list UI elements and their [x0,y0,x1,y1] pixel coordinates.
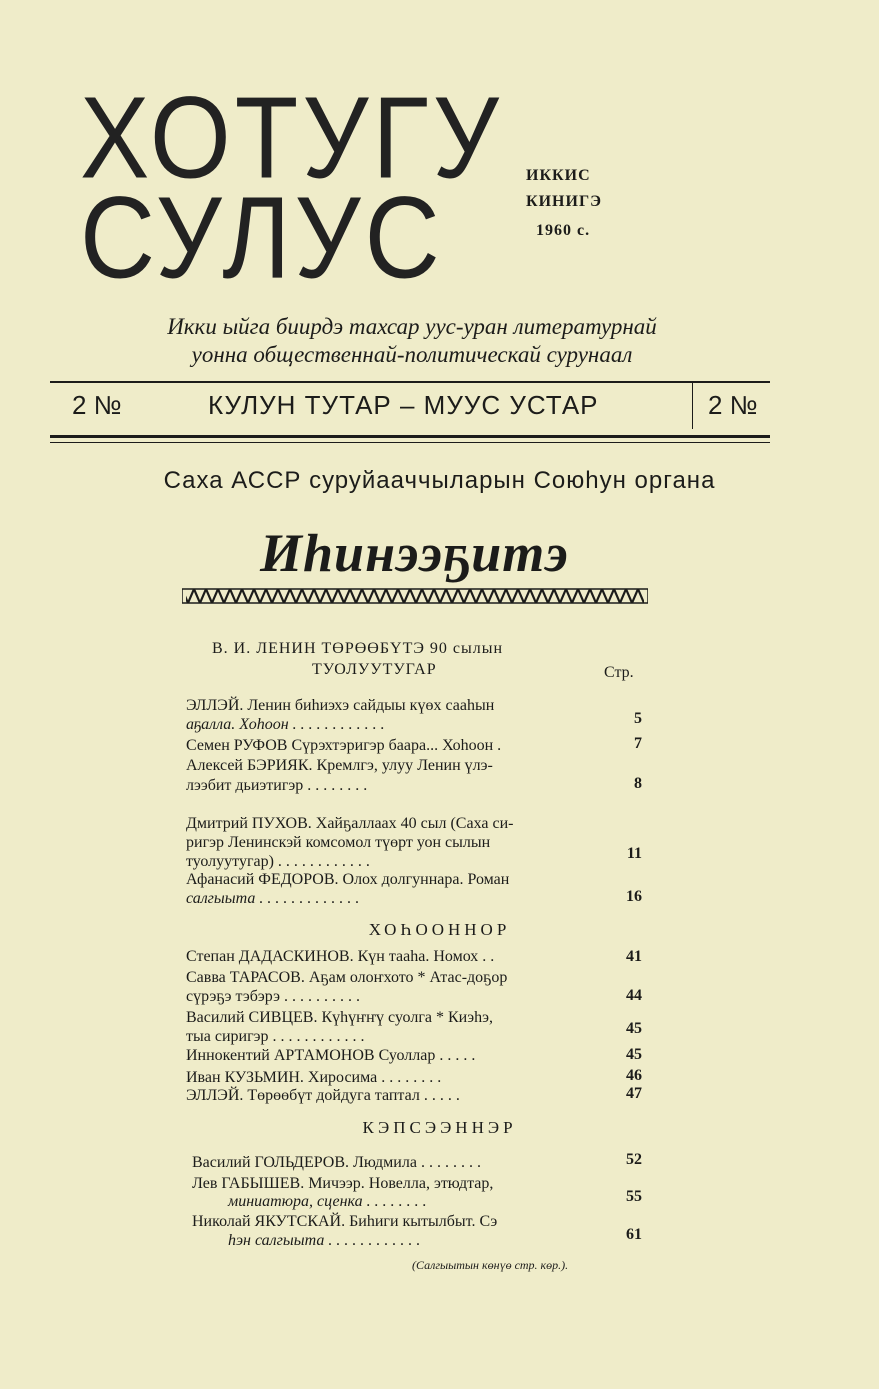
page-column-label: Стр. [604,664,634,681]
issue-number-left: 2 № [72,390,122,420]
section-title-stories: КЭПСЭЭННЭР [362,1118,517,1137]
entry-artamonov: Иннокентий АРТАМОНОВ Суоллар . . . . . [186,1047,476,1064]
entry-yakutskai-page: 61 [626,1226,642,1243]
entry-ellei-lenin-line-1: ЭЛЛЭЙ. Ленин биһиэхэ сайдыы күөх сааһын [186,697,495,714]
entry-golderov: Василий ГОЛЬДЕРОВ. Людмила . . . . . . . . [192,1154,481,1171]
issue-number-right: 2 № [708,390,758,420]
band-bottom-rule [50,435,770,438]
entry-kuzmin-page: 46 [626,1067,642,1084]
entry-artamonov-page: 45 [626,1046,642,1063]
continued-note: (Салгыытын көнүө стр. көр.). [412,1258,569,1272]
entry-tarasov-line-1: Савва ТАРАСОВ. Аҕам олоҥхото * Атас-доҕор [186,969,508,986]
entry-golderov-page: 52 [626,1151,642,1168]
entry-pukhov-line-1: Дмитрий ПУХОВ. Хайҕаллаах 40 сыл (Саха си- [186,815,514,832]
lenin-heading-2: ТУОЛУУТУГАР [312,661,437,678]
entry-sivtsev-page: 45 [626,1020,642,1037]
publisher-organ: Саха АССР суруйааччыларын Союһун органа [163,467,716,494]
entry-fedorov-page: 16 [626,888,642,905]
entry-beriyak-line-1: Алексей БЭРИЯК. Кремлгэ, улуу Ленин үлэ- [186,757,493,774]
entry-yakutskai-line-1: Николай ЯКУТСКАЙ. Биһиги кытылбыт. Сэ [192,1213,498,1230]
entry-gabyshev-page: 55 [626,1188,642,1205]
entry-pukhov-page: 11 [626,845,642,862]
ornament-divider [182,586,648,606]
band-divider [692,383,693,429]
entry-yakutskai-line-2: һэн салгыыта . . . . . . . . . . . . [228,1232,421,1249]
entry-gabyshev-line-2: миниатюра, сценка . . . . . . . . [228,1193,427,1210]
contents-title: Иһинээҕитэ [260,523,569,583]
entry-dadaskinov-page: 41 [626,948,642,965]
band-top-rule [50,381,770,383]
entry-tarasov-page: 44 [626,987,642,1004]
entry-sivtsev-line-1: Василий СИВЦЕВ. Күһүҥҥү суолга * Киэһэ, [186,1009,493,1026]
entry-beriyak-page: 8 [634,775,642,792]
lenin-heading-1: В. И. ЛЕНИН ТӨРӨӨБҮТЭ 90 сылын [212,640,504,657]
book-label: КИНИГЭ [526,193,602,210]
issue-months: КУЛУН ТУТАР – МУУС УСТАР [208,390,599,420]
entry-pukhov-line-2: ригэр Ленинскэй комсомол түөрт уон сылын [186,834,491,851]
entry-fedorov-line-1: Афанасий ФЕДОРОВ. Олох долгуннара. Роман [186,871,510,888]
band-bottom-rule-thin [50,442,770,443]
entry-sivtsev-line-2: тыа сиригэр . . . . . . . . . . . . [186,1028,365,1045]
entry-ellei-lenin-line-2: аҕалла. Хоһоон . . . . . . . . . . . . [186,716,385,733]
subtitle-line-2: уонна общественнай-политическай сурунаал [191,342,633,367]
entry-ellei-love: ЭЛЛЭЙ. Төрөөбүт дойдуга таптал . . . . . [186,1087,460,1104]
entry-fedorov-line-2: салгыыта . . . . . . . . . . . . . [186,890,360,907]
entry-ellei-lenin-page: 5 [634,710,642,727]
edition-label: ИККИС [526,167,591,184]
entry-gabyshev-line-1: Лев ГАБЫШЕВ. Мичээр. Новелла, этюдтар, [192,1175,494,1192]
entry-pukhov-line-3: туолуутугар) . . . . . . . . . . . . [186,853,370,870]
magazine-title-line-1: ХОТУГУ [80,73,503,204]
section-title-poems: ХОҺООННОР [368,920,511,939]
entry-dadaskinov: Степан ДАДАСКИНОВ. Күн тааһа. Номох . . [186,948,495,965]
entry-tarasov-line-2: сүрэҕэ тэбэрэ . . . . . . . . . . [186,988,361,1005]
entry-kuzmin: Иван КУЗЬМИН. Хиросима . . . . . . . . [186,1069,442,1086]
entry-rufov-page: 7 [634,735,642,752]
entry-beriyak-line-2: лээбит дьиэтигэр . . . . . . . . [186,777,368,794]
subtitle-line-1: Икки ыйга биирдэ тахсар уус-уран литературнай [167,314,657,339]
year-label: 1960 с. [536,222,591,239]
magazine-title-line-2: СУЛУС [80,173,444,304]
entry-rufov: Семен РУФОВ Сүрэхтэригэр баара... Хоһоон . [186,737,502,754]
entry-ellei-love-page: 47 [626,1085,642,1102]
